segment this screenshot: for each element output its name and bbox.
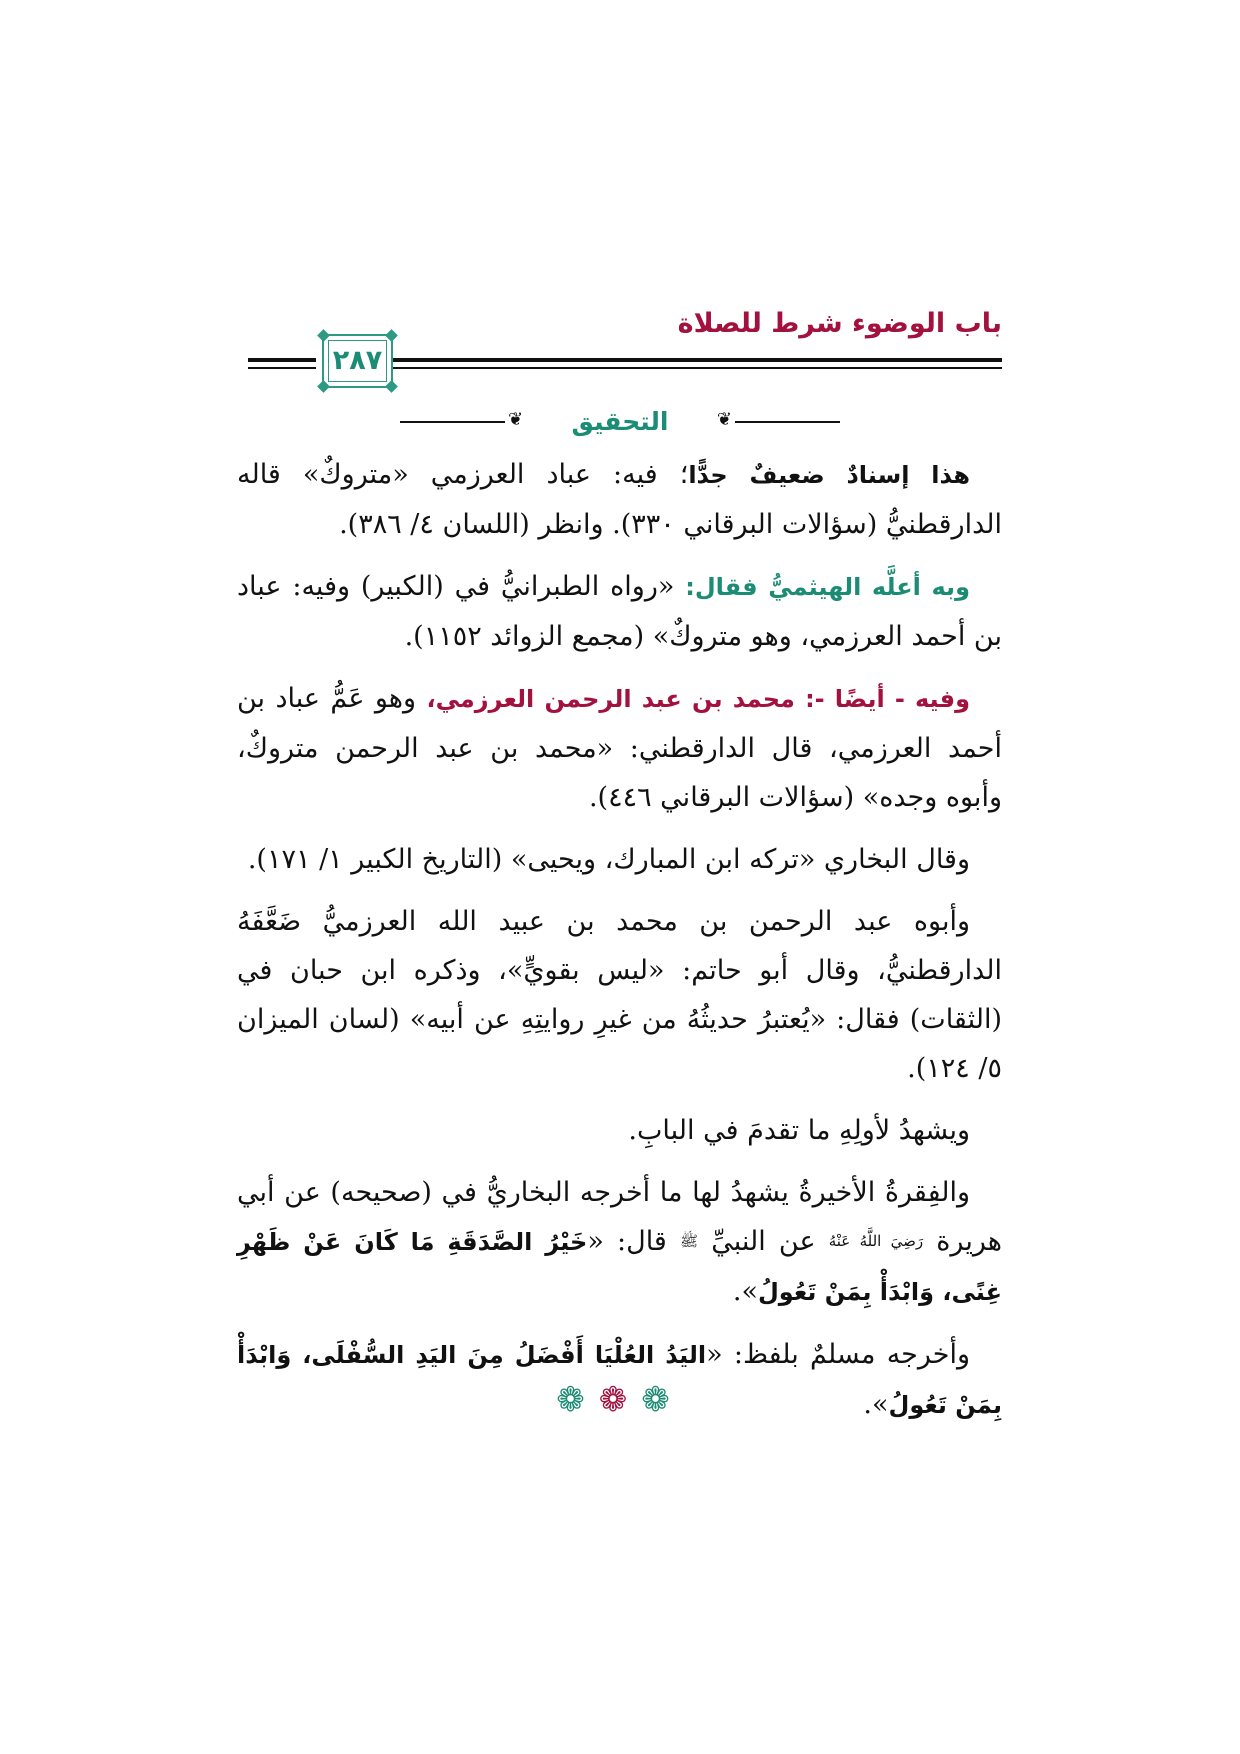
- paragraph: [237, 1168, 1002, 1317]
- paragraph-text: وأخرجه مسلمٌ بلفظ: «: [706, 1339, 970, 1370]
- paragraph-text: خَيْرُ الصَّدَقَةِ مَا كَانَ عَنْ ظَهْرِ غِنًى، وَابْدَأْ بِمَنْ تَعُولُ: [237, 1228, 1002, 1306]
- paragraph-text: ويشهدُ لأولِهِ ما تقدمَ في البابِ.: [628, 1115, 970, 1146]
- paragraph-text: عن النبيِّ: [698, 1226, 829, 1257]
- body-text: [237, 450, 1002, 1443]
- paragraph-text: وفيه - أيضًا -: محمد بن عبد الرحمن العرزمي،: [426, 685, 970, 713]
- header-double-rule: [391, 358, 1002, 370]
- heading-flourish-icon: ❦: [508, 409, 524, 430]
- flower-ornament-icon: ❁: [598, 1380, 642, 1420]
- heading-ornament-line-left: [400, 421, 505, 423]
- header-double-rule-left: [248, 358, 316, 370]
- paragraph-text: والفِقرةُ الأخيرةُ يشهدُ لها ما أخرجه البخاريُّ في (صحيحه) عن أبي هريرة: [237, 1177, 1002, 1257]
- paragraph: [237, 562, 1002, 661]
- frame-corner-ornament: [385, 380, 398, 393]
- honorific-glyph: رَضِيَ اللَّهُ عَنْهُ: [828, 1232, 924, 1250]
- frame-corner-ornament: [385, 329, 398, 342]
- closing-ornament: [0, 1380, 1240, 1420]
- frame-corner-ornament: [317, 329, 330, 342]
- page-number: ٢٨٧: [332, 345, 383, 376]
- flower-ornament-icon: ❁: [641, 1380, 684, 1420]
- header-rule-thin: [391, 367, 1002, 369]
- section-heading: التحقيق: [571, 407, 669, 436]
- paragraph: [237, 1106, 1002, 1155]
- page-number-frame: [322, 334, 393, 388]
- paragraph-text: ».: [732, 1276, 758, 1307]
- paragraph-text: وأبوه عبد الرحمن بن محمد بن عبيد الله العرزميُّ ضَعَّفَهُ الدارقطنيُّ، وقال أبو حاتم: «ليس بقويٍّ»، وذكره ابن حبان في (الثقات) فقال: «يُعتبرُ حديثُهُ من غيرِ روايتِهِ عن أبيه» (لسان الميزان ٥/ ١٢٤).: [237, 906, 1002, 1084]
- paragraph-text: وبه أعلَّه الهيثميُّ فقال:: [685, 573, 970, 601]
- honorific-glyph: ﷺ: [679, 1232, 699, 1250]
- header-rule-thick: [391, 358, 1002, 362]
- header-rule-thin-left: [248, 367, 316, 369]
- frame-corner-ornament: [317, 380, 330, 393]
- paragraph-text: اليَدُ العُلْيَا أَفْضَلُ مِنَ اليَدِ السُّفْلَى، وَابْدَأْ بِمَنْ تَعُولُ: [237, 1341, 1002, 1419]
- paragraph-text: وهو عَمُّ عباد بن أحمد العرزمي، قال الدارقطني: «محمد بن عبد الرحمن متروكٌ، وأبوه وجده» (سؤالات البرقاني ٤٤٦).: [237, 683, 1002, 813]
- paragraph: [237, 897, 1002, 1093]
- paragraph-text: «رواه الطبرانيُّ في (الكبير) وفيه: عباد بن أحمد العرزمي، وهو متروكٌ» (مجمع الزوائد ١١٥٢).: [237, 571, 1002, 652]
- heading-flourish-icon: ❦: [716, 409, 732, 430]
- paragraph: [237, 835, 1002, 884]
- chapter-title: باب الوضوء شرط للصلاة: [677, 308, 1002, 339]
- section-heading-block: [400, 407, 840, 437]
- paragraph-text: هذا إسنادٌ ضعيفٌ جدًّا: [688, 461, 970, 489]
- paragraph-text: ؛ فيه: عباد العرزمي «متروكٌ» قاله الدارقطنيُّ (سؤالات البرقاني ٣٣٠). وانظر (اللسان ٤/ ٣٨٦).: [237, 459, 1002, 540]
- paragraph-text: ».: [863, 1389, 889, 1420]
- paragraph: [237, 450, 1002, 549]
- header-rule-thick-left: [248, 358, 316, 362]
- paragraph-text: قال: «: [587, 1226, 680, 1257]
- paragraph-text: وقال البخاري «تركه ابن المبارك، ويحيى» (التاريخ الكبير ١/ ١٧١).: [247, 844, 970, 875]
- paragraph: [237, 674, 1002, 822]
- flower-ornament-icon: ❁: [556, 1380, 599, 1420]
